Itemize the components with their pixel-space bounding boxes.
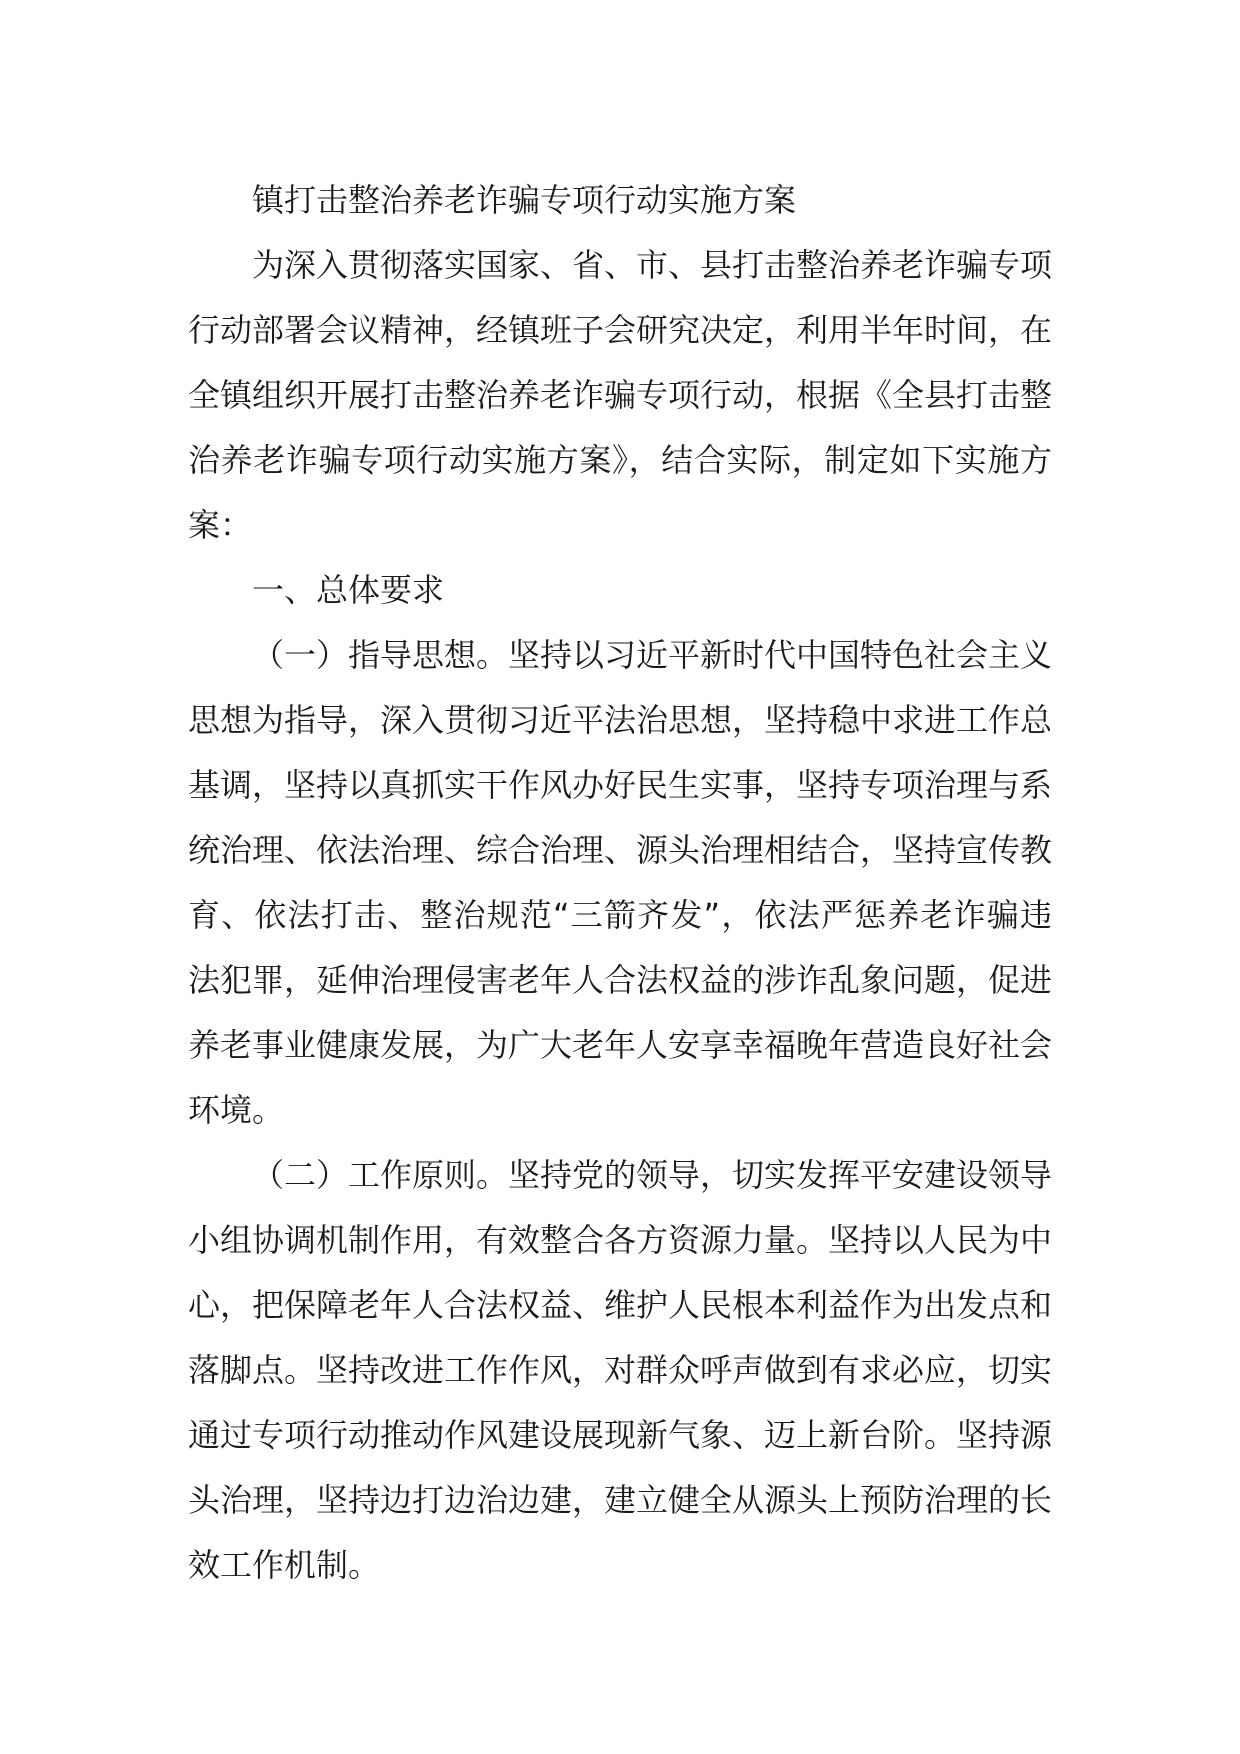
document-title: 镇打击整治养老诈骗专项行动实施方案 (252, 181, 797, 219)
section-heading-general-requirements: 一、总体要求 (252, 571, 445, 609)
guiding-ideology-paragraph: （一）指导思想。坚持以习近平新时代中国特色社会主义思想为指导，深入贯彻习近平法治思想，坚持稳中求进工作总基调，坚持以真抓实干作风办好民生实事，坚持专项治理与系统治理、依法治理、综合治理、源头治理相结合，坚持宣传教育、依法打击、整治规范“三箭齐发”，依法严惩养老诈骗违法犯罪，延伸治理侵害老年人合法权益的涉诈乱象问题，促进养老事业健康发展，为广大老年人安享幸福晚年营造良好社会环境。 (188, 636, 1053, 1129)
document-body (188, 168, 1052, 1598)
working-principles-paragraph: （二）工作原则。坚持党的领导，切实发挥平安建设领导小组协调机制作用，有效整合各方资源力量。坚持以人民为中心，把保障老年人合法权益、维护人民根本利益作为出发点和落脚点。坚持改进工作作风，对群众呼声做到有求必应，切实通过专项行动推动作风建设展现新气象、迈上新台阶。坚持源头治理，坚持边打边治边建，建立健全从源头上预防治理的长效工作机制。 (188, 1156, 1053, 1584)
intro-paragraph: 为深入贯彻落实国家、省、市、县打击整治养老诈骗专项行动部署会议精神，经镇班子会研究决定，利用半年时间，在全镇组织开展打击整治养老诈骗专项行动，根据《全县打击整治养老诈骗专项行动实施方案》，结合实际，制定如下实施方案： (188, 246, 1053, 544)
